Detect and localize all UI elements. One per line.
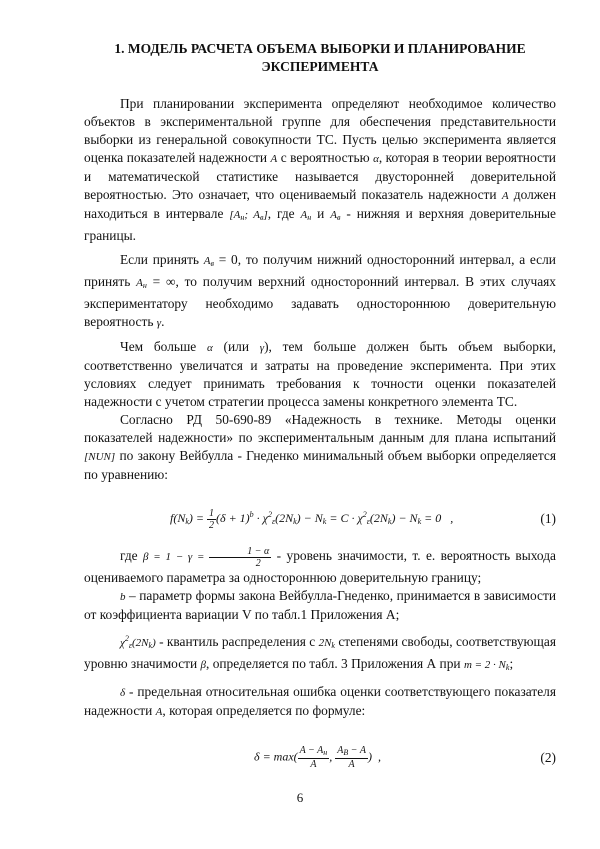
symbol-alpha: α bbox=[206, 342, 213, 354]
symbol-An: $A_н$ bbox=[136, 277, 147, 290]
equation-1 bbox=[84, 500, 556, 530]
symbol-gamma: γ bbox=[259, 342, 265, 354]
definition-delta: δ - предельная относительная ошибка оценки соответствующего показателя надежности A, которая определяется по формуле: bbox=[84, 684, 556, 718]
plan-nun: [NUN] bbox=[84, 451, 116, 463]
symbol-Av: $A_в$ bbox=[203, 255, 214, 268]
paragraph-1: При планировании эксперимента определяют необходимое количество объектов в экспериментальной группе для обеспечения представительности выборки из генеральной совокупности ТС. Пусть целью эксперимента является оценка показателей надежности A с вероятностью α, которая в теории вероятности и математической статистике называется двусторонней доверительной вероятностью. Это означает, что оцениваемый показатель надежности A должен находиться в интервале [$A_н$; $A_в$], где $A_н$ и $A_в$ - нижняя и верхняя доверительные границы. bbox=[84, 96, 556, 243]
page-number: 6 bbox=[296, 790, 304, 805]
paragraph-4: Согласно РД 50-690-89 «Надежность в технике. Методы оценки показателей надежности» по экспериментальным данным для плана испытаний [NUN] по закону Вейбулла - Гнеденко минимальный объем выборки определяется по уравнению: bbox=[84, 412, 556, 482]
body-text bbox=[84, 95, 556, 785]
equation-1-formula: $f(N_k)$ = $\frac{1}{2}$ $(\delta + 1)^b \cdot \chi^2_\varepsilon(2N_k) - N_k = C \cdot \chi^2_\varepsilon(2N_k) - N_k = 0$ , bbox=[170, 507, 454, 531]
interval: [$A_н$; $A_в$] bbox=[229, 209, 268, 222]
symbol-A: A bbox=[501, 190, 509, 202]
symbol-A: A bbox=[270, 153, 278, 165]
symbol-beta: β bbox=[200, 659, 206, 671]
paragraph-3: Чем больше α (или γ), тем больше должен быть объем выборки, соответственно увеличатся и затраты на проведение эксперимента. При этих условиях следует принимать требования к точности оценки показателей надежности с учетом стратегии процесса замены конкретного элемента ТС. bbox=[84, 339, 556, 409]
symbol-An: $A_н$ bbox=[300, 209, 312, 222]
equation-1-number: (1) bbox=[540, 511, 556, 526]
definition-b: b – параметр формы закона Вейбулла-Гнеденко, принимается в зависимости от коэффициента вариации V по табл.1 Приложения А; bbox=[84, 588, 556, 622]
symbol-gamma: γ bbox=[156, 317, 162, 329]
symbol-Av: $A_в$ bbox=[330, 209, 341, 222]
symbol-alpha: α bbox=[373, 153, 379, 165]
definitions bbox=[84, 546, 556, 721]
symbol-A: A bbox=[155, 706, 163, 718]
half-fraction: $\frac{1}{2}$ bbox=[209, 507, 214, 531]
beta-fraction: $\frac{1 - \alpha}{2}$ bbox=[209, 546, 271, 569]
paragraph-2: Если принять $A_в = 0$, то получим нижний односторонний интервал, а если принять $A_н$ = ∞, то получим верхний односторонний интервал. В этих случаях экспериментатору необходимо задавать одностороннюю доверительную вероятность γ. bbox=[84, 252, 556, 329]
definition-chi: $\chi^2_\varepsilon(2N_k)$ - квантиль распределения с $2N_k$ степенями свободы, соответствующая уровню значимости β, определяется по табл. 3 Приложения А при $m = 2 \cdot N_k$; bbox=[84, 634, 556, 672]
symbol-chi: $\chi^2_\varepsilon(2N_k)$ bbox=[120, 634, 156, 650]
definition-beta: где β = 1 − γ = $\frac{1 - \alpha}{2}$ - уровень значимости, т. е. вероятность выхода оцениваемого параметра за одностороннюю доверительную границу; bbox=[84, 546, 556, 585]
equation-2-formula: δ = max( $\frac{A - A_н}{A}$ , $\frac{A_B - A}{A}$ ) , bbox=[254, 745, 381, 770]
equation-2-number: (2) bbox=[540, 750, 556, 765]
equation-2 bbox=[84, 739, 556, 769]
section-title: 1. МОДЕЛЬ РАСЧЕТА ОБЪЕМА ВЫБОРКИ И ПЛАНИРОВАНИЕ ЭКСПЕРИМЕНТА bbox=[114, 41, 526, 74]
